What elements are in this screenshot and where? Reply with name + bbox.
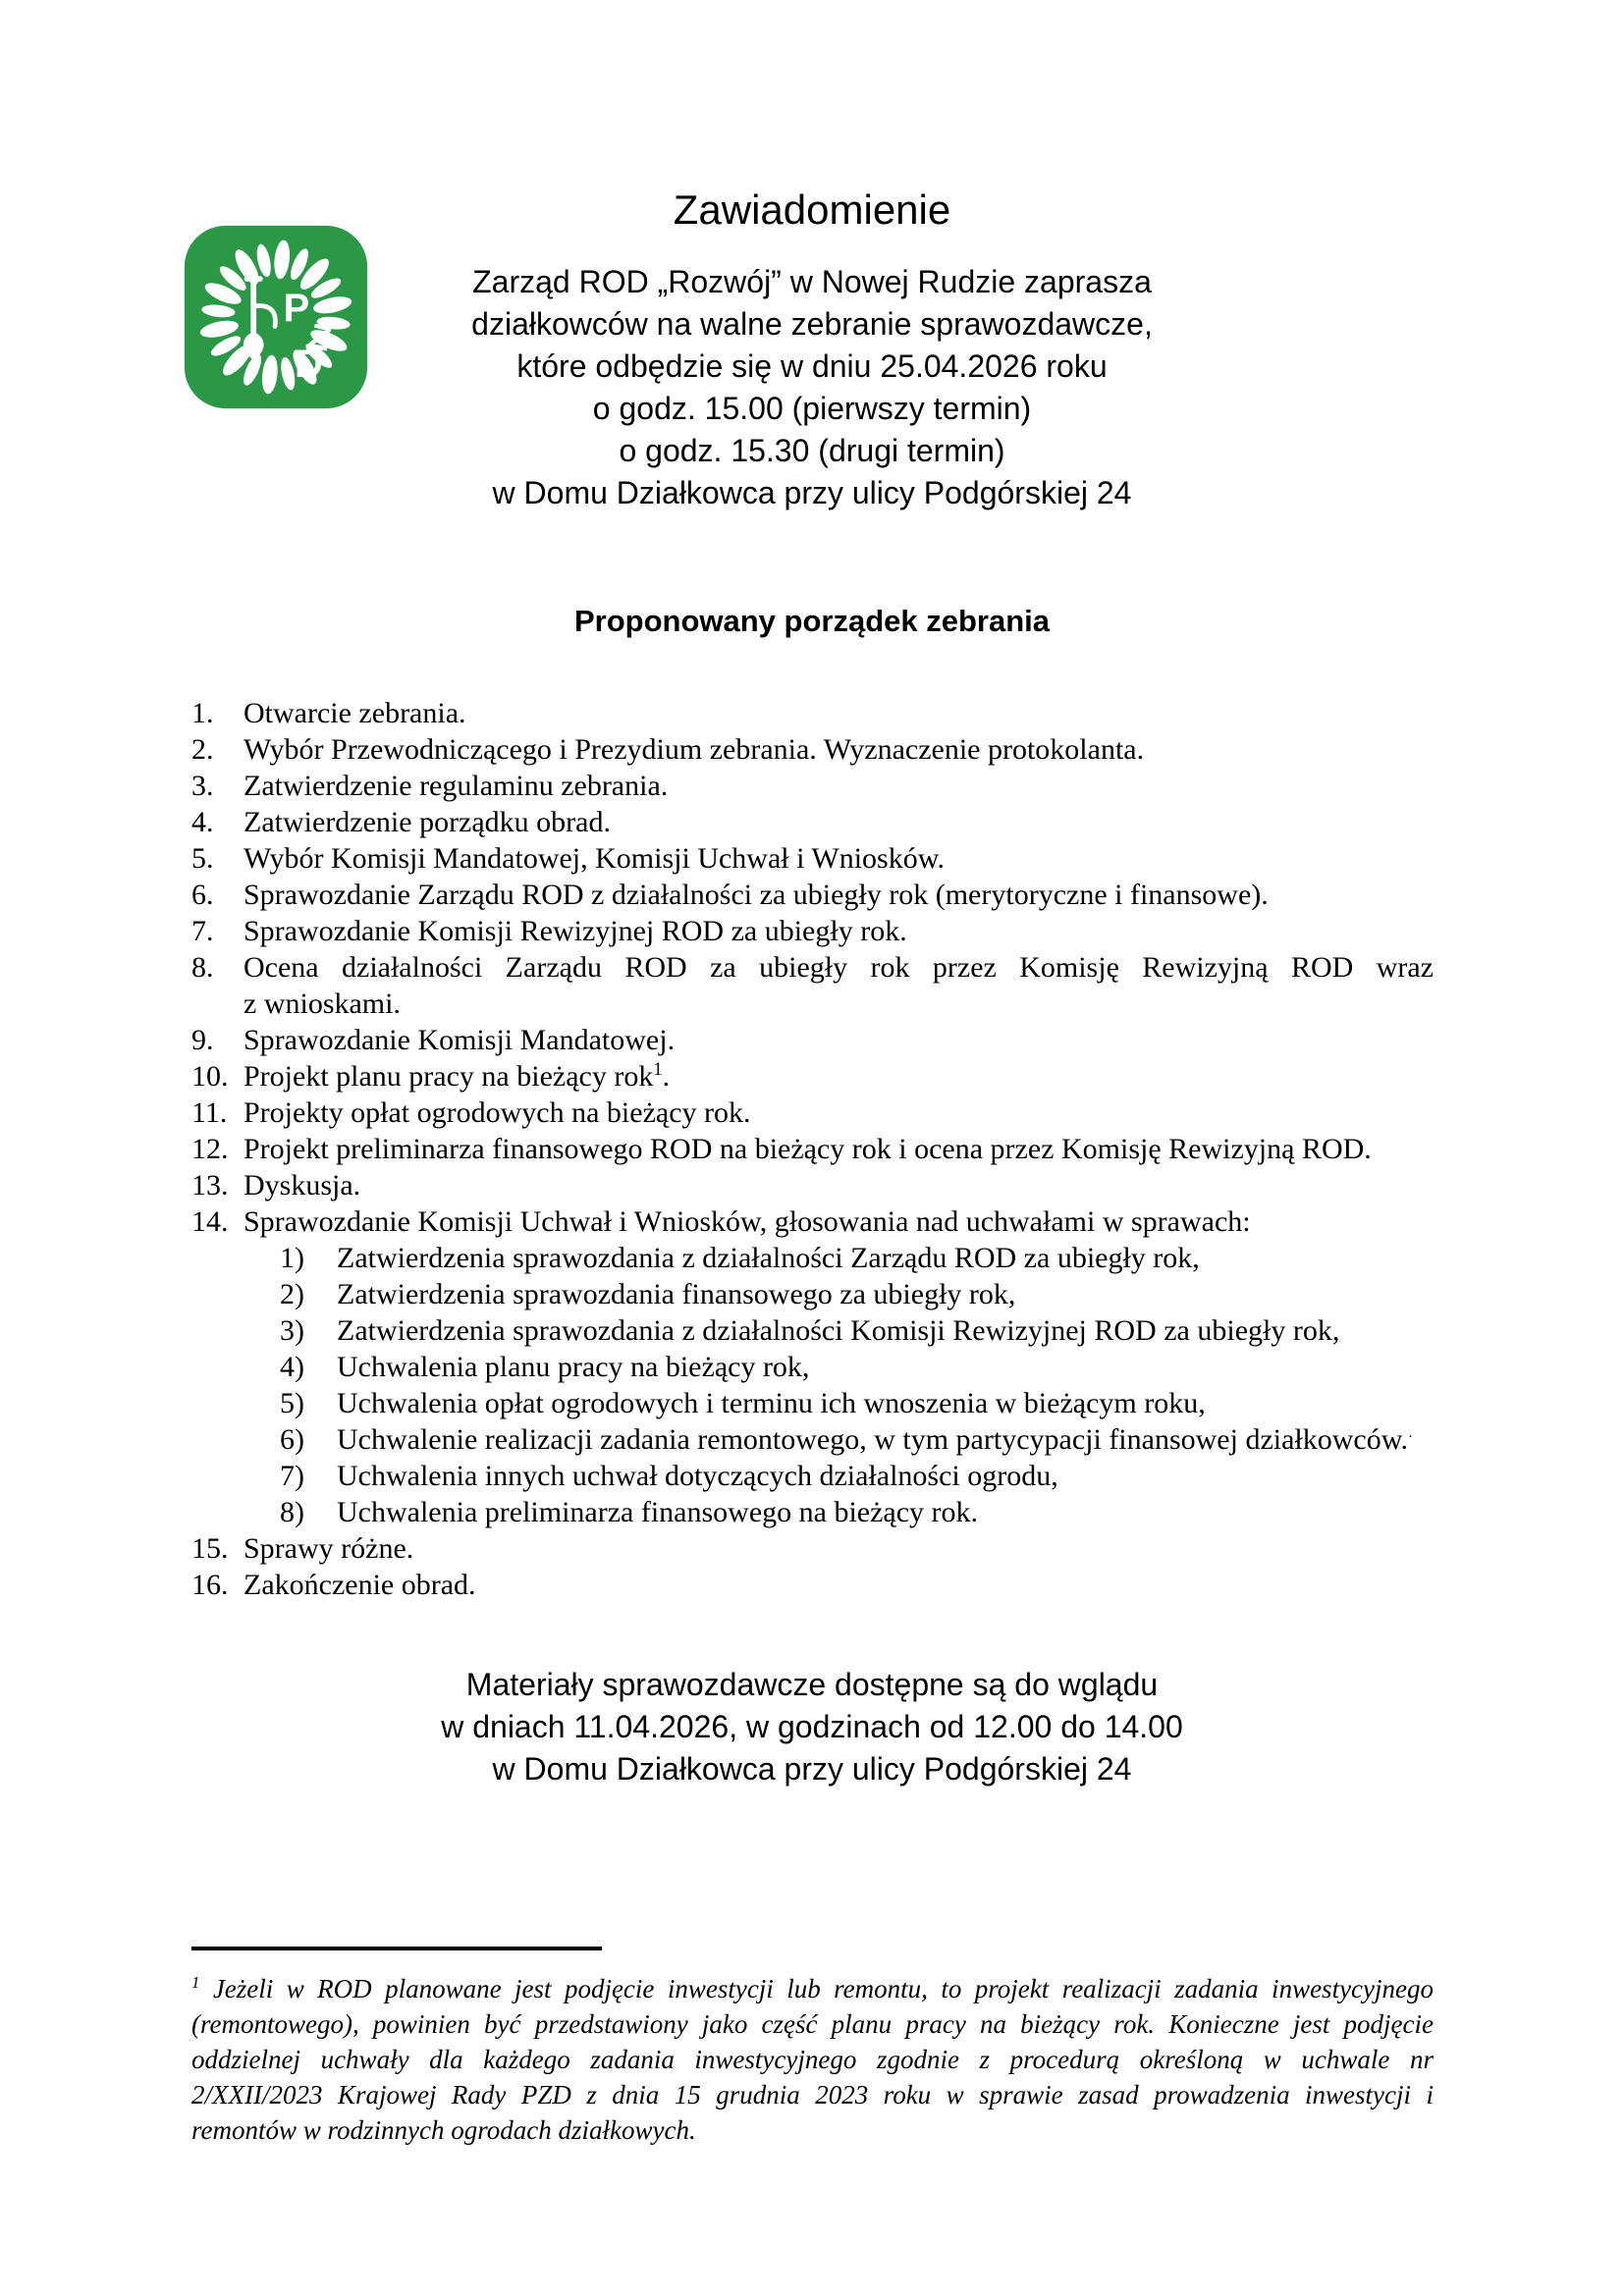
agenda-item-text-line: Ocena działalności Zarządu ROD za ubiegły rok przez Komisję Rewizyjną ROD wraz bbox=[244, 951, 1434, 984]
pzd-logo bbox=[183, 222, 369, 412]
agenda-subitem-text bbox=[337, 1421, 1434, 1458]
footnote-line-text: (remontowego), powinien być przedstawiony jako część planu pracy na bieżący rok. Konieczne jest podjęcie bbox=[191, 2009, 1434, 2039]
agenda-item-text bbox=[244, 804, 1434, 840]
agenda-item bbox=[191, 877, 1434, 913]
footnote-line-text: oddzielnej uchwały dla każdego zadania inwestycyjnego zgodnie z procedurą określoną w uchwale nr bbox=[191, 2045, 1434, 2074]
agenda-item-text-main: Sprawozdanie Zarządu ROD z działalności za ubiegły rok (merytoryczne i finansowe). bbox=[244, 879, 1269, 911]
agenda-subitem-text bbox=[337, 1312, 1434, 1349]
agenda-item-text bbox=[244, 1530, 1434, 1567]
agenda-subitem-text bbox=[337, 1385, 1434, 1421]
agenda-subitem-number: 1) bbox=[280, 1242, 304, 1274]
agenda-item-text-main: Sprawy różne. bbox=[244, 1532, 414, 1565]
logo-letter-p: P bbox=[283, 286, 310, 330]
agenda-item-text-line: z wnioskami. bbox=[244, 988, 401, 1020]
agenda-item bbox=[191, 1095, 1434, 1131]
intro-line: o godz. 15.00 (pierwszy termin) bbox=[592, 391, 1032, 426]
agenda-item-number: 10. bbox=[191, 1060, 229, 1093]
agenda-subitem-text-main: Zatwierdzenia sprawozdania finansowego za ubiegły rok, bbox=[337, 1278, 1016, 1310]
agenda-item-text-main: Zatwierdzenie regulaminu zebrania. bbox=[244, 770, 669, 802]
agenda-item-text-main: Sprawozdanie Komisji Uchwał i Wniosków, głosowania nad uchwałami w sprawach: bbox=[244, 1205, 1251, 1238]
raised-dot-mark: · bbox=[1407, 1428, 1413, 1445]
agenda-subitem-text-main: Uchwalenia preliminarza finansowego na bieżący rok. bbox=[337, 1496, 979, 1528]
agenda-item-text bbox=[244, 1203, 1434, 1240]
logo-letter-d: D bbox=[295, 342, 323, 386]
agenda-subitem bbox=[191, 1312, 1434, 1349]
footnote-line bbox=[191, 1971, 1434, 2006]
agenda-heading: Proponowany porządek zebrania bbox=[573, 604, 1051, 638]
agenda-subitem bbox=[191, 1276, 1434, 1312]
agenda-subitem-text-main: Uchwalenia planu pracy na bieżący rok, bbox=[337, 1351, 810, 1383]
agenda-item-text-main: Zakończenie obrad. bbox=[244, 1569, 476, 1601]
agenda-item-text bbox=[244, 731, 1434, 768]
intro-line: działkowców na walne zebranie sprawozdawcze, bbox=[471, 306, 1153, 342]
agenda-item bbox=[191, 1530, 1434, 1567]
agenda-subitem bbox=[191, 1494, 1434, 1530]
agenda-subitem bbox=[191, 1458, 1434, 1494]
agenda-subitem-text bbox=[337, 1494, 1434, 1530]
agenda-item-text-main: Projekty opłat ogrodowych na bieżący rok. bbox=[244, 1096, 751, 1129]
agenda-subitem-text bbox=[337, 1276, 1434, 1312]
intro-line: o godz. 15.30 (drugi termin) bbox=[619, 433, 1005, 468]
agenda-item bbox=[191, 768, 1434, 804]
agenda-item-text-main: Otwarcie zebrania. bbox=[244, 697, 466, 729]
agenda-item-text bbox=[244, 1167, 1434, 1203]
agenda-item-number: 4. bbox=[191, 806, 214, 838]
agenda-item-number: 1. bbox=[191, 697, 214, 729]
agenda-item-text bbox=[244, 1058, 1434, 1095]
footnote-line bbox=[191, 2112, 1434, 2148]
agenda-item-text bbox=[244, 1022, 1434, 1058]
agenda-subitem-text-main: Uchwalenie realizacji zadania remontowego, w tym partycypacji finansowej działkowców. bbox=[337, 1423, 1408, 1456]
agenda-item-text-main: Wybór Komisji Mandatowej, Komisji Uchwał i Wniosków. bbox=[244, 842, 945, 875]
agenda-subitem bbox=[191, 1421, 1434, 1458]
sunflower-spade-icon bbox=[183, 222, 369, 412]
agenda-item-number: 16. bbox=[191, 1569, 229, 1601]
agenda-item-number: 14. bbox=[191, 1205, 229, 1238]
footnote-line-text: Jeżeli w ROD planowane jest podjęcie inwestycji lub remontu, to projekt realizacji zadania inwestycyjnego bbox=[212, 1974, 1435, 2003]
footnote-line bbox=[191, 2077, 1434, 2112]
agenda-item-text bbox=[244, 877, 1434, 913]
agenda-subitem-number: 6) bbox=[280, 1423, 304, 1456]
footnote-marker: 1 bbox=[191, 1973, 200, 1992]
agenda-item-text-main: Sprawozdanie Komisji Mandatowej. bbox=[244, 1024, 676, 1056]
agenda-subitem-text-main: Zatwierdzenia sprawozdania z działalności Zarządu ROD za ubiegły rok, bbox=[337, 1242, 1200, 1274]
agenda-subitem-text-main: Zatwierdzenia sprawozdania z działalności Komisji Rewizyjnej ROD za ubiegły rok, bbox=[337, 1314, 1340, 1347]
footnote-reference: 1 bbox=[653, 1059, 663, 1080]
agenda-item-number: 6. bbox=[191, 879, 214, 911]
agenda-subitem bbox=[191, 1240, 1434, 1276]
agenda-subitem-text bbox=[337, 1458, 1434, 1494]
agenda-item-text-main: Sprawozdanie Komisji Rewizyjnej ROD za ubiegły rok. bbox=[244, 915, 907, 947]
agenda-item-text bbox=[244, 840, 1434, 877]
footnote bbox=[191, 1971, 1434, 2148]
intro-line: w Domu Działkowca przy ulicy Podgórskiej 24 bbox=[492, 475, 1132, 510]
agenda-list bbox=[191, 695, 1434, 1603]
agenda-item-text bbox=[244, 1567, 1434, 1603]
agenda-item bbox=[191, 731, 1434, 768]
agenda-item-text-main: Projekt preliminarza finansowego ROD na bieżący rok i ocena przez Komisję Rewizyjną ROD. bbox=[244, 1133, 1372, 1165]
agenda-item bbox=[191, 1167, 1434, 1203]
agenda-item bbox=[191, 913, 1434, 949]
agenda-subitem-number: 4) bbox=[280, 1351, 304, 1383]
footnote-line bbox=[191, 2006, 1434, 2042]
footnote-line-text: 2/XXII/2023 Krajowej Rady PZD z dnia 15 grudnia 2023 roku w sprawie zasad prowadzenia inwestycji i bbox=[191, 2080, 1434, 2109]
agenda-subitem-text bbox=[337, 1240, 1434, 1276]
agenda-item bbox=[191, 840, 1434, 877]
agenda-item-number: 5. bbox=[191, 842, 214, 875]
logo-letter-z: Z bbox=[304, 316, 336, 359]
agenda-subitem-number: 7) bbox=[280, 1460, 304, 1492]
agenda-item-text bbox=[244, 1131, 1434, 1167]
agenda-item bbox=[191, 949, 1434, 1022]
agenda-item-text-main: Projekt planu pracy na bieżący rok bbox=[244, 1060, 654, 1093]
agenda-item-number: 11. bbox=[191, 1096, 228, 1129]
footnote-line bbox=[191, 2042, 1434, 2077]
agenda-item-text bbox=[244, 768, 1434, 804]
availability-line: w Domu Działkowca przy ulicy Podgórskiej 24 bbox=[492, 1751, 1132, 1787]
agenda-item-text-after: . bbox=[662, 1060, 671, 1093]
intro-line: które odbędzie się w dniu 25.04.2026 roku bbox=[516, 348, 1108, 384]
agenda-item bbox=[191, 1022, 1434, 1058]
agenda-item bbox=[191, 695, 1434, 731]
agenda-subitem-text-main: Uchwalenia innych uchwał dotyczących działalności ogrodu, bbox=[337, 1460, 1058, 1492]
agenda-item bbox=[191, 1567, 1434, 1603]
agenda-item-number: 2. bbox=[191, 733, 214, 766]
agenda-subitem bbox=[191, 1385, 1434, 1421]
agenda-item-number: 15. bbox=[191, 1532, 229, 1565]
footnote-line-text: remontów w rodzinnych ogrodach działkowych. bbox=[191, 2115, 696, 2145]
agenda-subitem-text-main: Uchwalenia opłat ogrodowych i terminu ich wnoszenia w bieżącym roku, bbox=[337, 1387, 1206, 1419]
agenda-item-number: 12. bbox=[191, 1133, 229, 1165]
agenda-item-text-main: Wybór Przewodniczącego i Prezydium zebrania. Wyznaczenie protokolanta. bbox=[244, 733, 1145, 766]
agenda-item bbox=[191, 1131, 1434, 1167]
agenda-subitem-number: 5) bbox=[280, 1387, 304, 1419]
agenda-subitem-number: 2) bbox=[280, 1278, 304, 1310]
agenda-item-number: 7. bbox=[191, 915, 214, 947]
agenda-item-number: 13. bbox=[191, 1169, 229, 1201]
agenda-item-text-main: Zatwierdzenie porządku obrad. bbox=[244, 806, 611, 838]
agenda-item-text bbox=[244, 695, 1434, 731]
agenda-subitem bbox=[191, 1349, 1434, 1385]
agenda-item bbox=[191, 804, 1434, 840]
agenda-subitem-text bbox=[337, 1349, 1434, 1385]
intro-line: Zarząd ROD „Rozwój” w Nowej Rudzie zaprasza bbox=[472, 264, 1152, 299]
agenda-subitem-number: 8) bbox=[280, 1496, 304, 1528]
agenda-item-text bbox=[244, 1095, 1434, 1131]
availability-line: Materiały sprawozdawcze dostępne są do wglądu bbox=[465, 1667, 1159, 1702]
page-title: Zawiadomienie bbox=[673, 187, 951, 233]
agenda-item-number: 3. bbox=[191, 770, 214, 802]
agenda-item-number: 8. bbox=[191, 951, 214, 984]
agenda-item bbox=[191, 1058, 1434, 1095]
agenda-subitem-number: 3) bbox=[280, 1314, 304, 1347]
agenda-item bbox=[191, 1203, 1434, 1240]
agenda-item-text bbox=[244, 913, 1434, 949]
footnote-separator bbox=[191, 1947, 602, 1950]
agenda-item-number: 9. bbox=[191, 1024, 214, 1056]
agenda-item-text-main: Dyskusja. bbox=[244, 1169, 361, 1201]
materials-availability-text bbox=[0, 1664, 1624, 1790]
availability-line: w dniach 11.04.2026, w godzinach od 12.00 do 14.00 bbox=[441, 1709, 1183, 1744]
